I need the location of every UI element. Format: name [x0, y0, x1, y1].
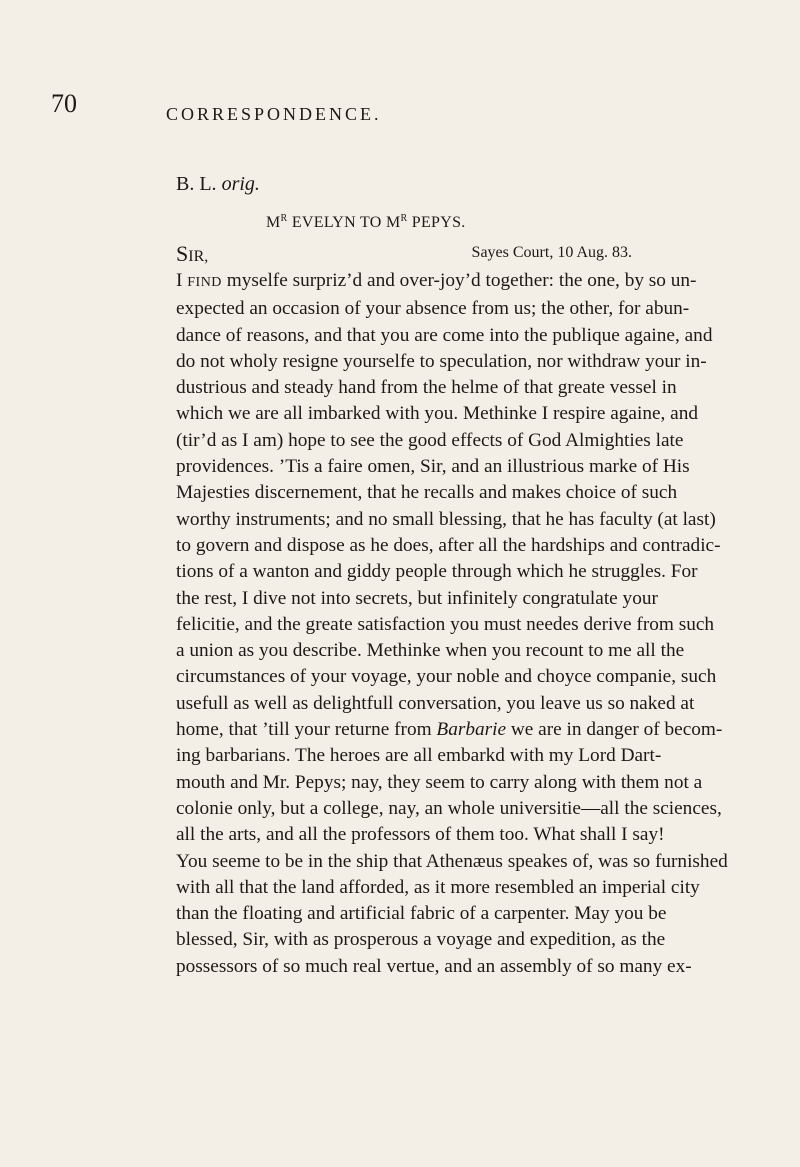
- body-line: dustrious and steady hand from the helme of that greate vessel in: [176, 377, 677, 399]
- salutation-initial: S: [176, 241, 189, 266]
- heading-to-sup: R: [400, 213, 408, 224]
- body-line: expected an occasion of your absence from us; the other, for abun-: [176, 298, 690, 320]
- letter-heading: [266, 209, 466, 233]
- body-line: usefull as well as delightfull conversation, you leave us so naked at: [176, 692, 695, 714]
- body-line: Majesties discernement, that he recalls and makes choice of such: [176, 482, 678, 504]
- body-line: the rest, I dive not into secrets, but infinitely congratulate your: [176, 587, 658, 609]
- body-line: You seeme to be in the ship that Athenæus speakes of, was so furnished: [176, 850, 728, 872]
- source-italic: orig.: [221, 173, 260, 195]
- body-line: than the floating and artificial fabric of a carpenter. May you be: [176, 903, 667, 925]
- body-line: ing barbarians. The heroes are all embarkd with my Lord Dart-: [176, 745, 662, 767]
- opening-word: I: [176, 270, 188, 291]
- body-line: mouth and Mr. Pepys; nay, they seem to carry along with them not a: [176, 771, 703, 793]
- salutation-rest: IR,: [188, 248, 209, 265]
- body-line: which we are all imbarked with you. Methinke I respire againe, and: [176, 403, 699, 425]
- body-line: a union as you describe. Methinke when you recount to me all the: [176, 640, 685, 662]
- heading-middle: EVELYN TO M: [287, 214, 401, 231]
- source-note: [176, 172, 260, 196]
- body-line: do not wholy resigne yourselfe to speculation, nor withdraw your in-: [176, 350, 707, 372]
- body-line: with all that the land afforded, as it more resembled an imperial city: [176, 876, 700, 898]
- opening-smallcaps: FIND: [187, 275, 222, 290]
- body-line: to govern and dispose as he does, after all the hardships and contradic-: [176, 534, 721, 556]
- body-line: worthy instruments; and no small blessing, that he has faculty (at last): [176, 508, 716, 530]
- heading-from-sup: R: [280, 213, 288, 224]
- body-line: possessors of so much real vertue, and an assembly of so many ex-: [176, 955, 692, 977]
- body-line: circumstances of your voyage, your noble and choyce companie, such: [176, 666, 717, 688]
- source-prefix: B. L.: [176, 173, 217, 195]
- body-line: I FIND myselfe surpriz’d and over-joy’d together: the one, by so un-: [176, 270, 697, 291]
- italic-word: Barbarie: [436, 719, 507, 741]
- body-line: home, that ’till your returne from Barbarie we are in danger of becom-: [176, 719, 723, 741]
- body-line: providences. ’Tis a faire omen, Sir, and an illustrious marke of His: [176, 456, 690, 478]
- dateline: Sayes Court, 10 Aug. 83.: [471, 244, 632, 261]
- running-head: CORRESPONDENCE.: [166, 104, 382, 124]
- body-line: colonie only, but a college, nay, an whole universitie—all the sciences,: [176, 797, 722, 819]
- heading-from: M: [266, 214, 281, 231]
- salutation: [176, 241, 208, 270]
- page-number: 70: [51, 89, 77, 118]
- body-line: tions of a wanton and giddy people through which he struggles. For: [176, 561, 698, 583]
- body-line: all the arts, and all the professors of them too. What shall I say!: [176, 824, 665, 846]
- body-line: (tir’d as I am) hope to see the good effects of God Almighties late: [176, 429, 684, 451]
- body-line: blessed, Sir, with as prosperous a voyage and expedition, as the: [176, 929, 666, 951]
- heading-end: PEPYS.: [407, 214, 466, 231]
- body-line: felicitie, and the greate satisfaction you must needes derive from such: [176, 613, 715, 635]
- body-line: dance of reasons, and that you are come into the publique againe, and: [176, 324, 713, 346]
- letter-body: [176, 268, 728, 980]
